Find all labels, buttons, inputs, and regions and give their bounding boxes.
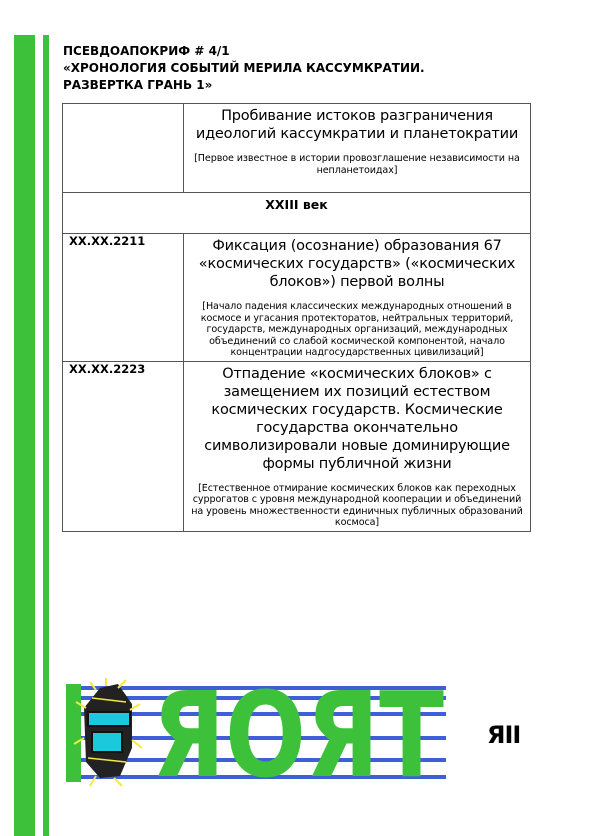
century-heading: XXIII век (63, 193, 531, 234)
table-row (63, 234, 531, 362)
brand-logo (66, 678, 446, 788)
event-note: [Начало падения классических международных отношений в космосе и угасания протекторатов, нейтральных территорий, государств, международных организаций, международных объединений со слабой космической компонентой, начало концентрации надгосударственных цивилизаций] (200, 301, 514, 358)
event-cell (184, 361, 531, 531)
table-row-century (63, 193, 531, 234)
mascot-mask-icon (66, 678, 142, 786)
header-line-3: РАЗВЕРТКА ГРАНЬ 1» (63, 78, 213, 92)
event-main: Фиксация (осознание) образования 67 «космических государств» («космических блоков») первой волны (198, 238, 516, 290)
table-row (63, 361, 531, 531)
date-cell-empty (63, 104, 184, 193)
logo-letters: ЯОЯТ (152, 678, 444, 788)
event-note: [Естественное отмирание космических блоков как переходных суррогатов с уровня международной кооперации и объединений на уровень множественности единичных публичных образований космоса] (191, 482, 523, 528)
event-cell (184, 234, 531, 362)
page-header (63, 43, 533, 94)
event-cell (184, 104, 531, 193)
brand-text: ЯII (487, 721, 521, 749)
event-note: [Первое известное в истории провозглашение независимости на непланетоидах] (194, 153, 520, 176)
date-cell: XX.XX.2211 (63, 234, 184, 362)
left-green-bar-wide (14, 35, 35, 836)
event-main: Отпадение «космических блоков» с замещением их позиций естеством космических государств. Космические государства окончательно символизировали новые доминирующие формы публичной жизни (204, 365, 510, 472)
header-line-2: «ХРОНОЛОГИЯ СОБЫТИЙ МЕРИЛА КАССУМКРАТИИ. (63, 61, 425, 75)
left-green-bar-narrow (43, 35, 49, 836)
event-main: Пробивание истоков разграничения идеологий кассумкратии и планетократии (195, 108, 519, 142)
header-line-1: ПСЕВДОАПОКРИФ # 4/1 (63, 44, 230, 58)
chronology-table (62, 103, 531, 532)
table-row-intro (63, 104, 531, 193)
date-cell: XX.XX.2223 (63, 361, 184, 531)
